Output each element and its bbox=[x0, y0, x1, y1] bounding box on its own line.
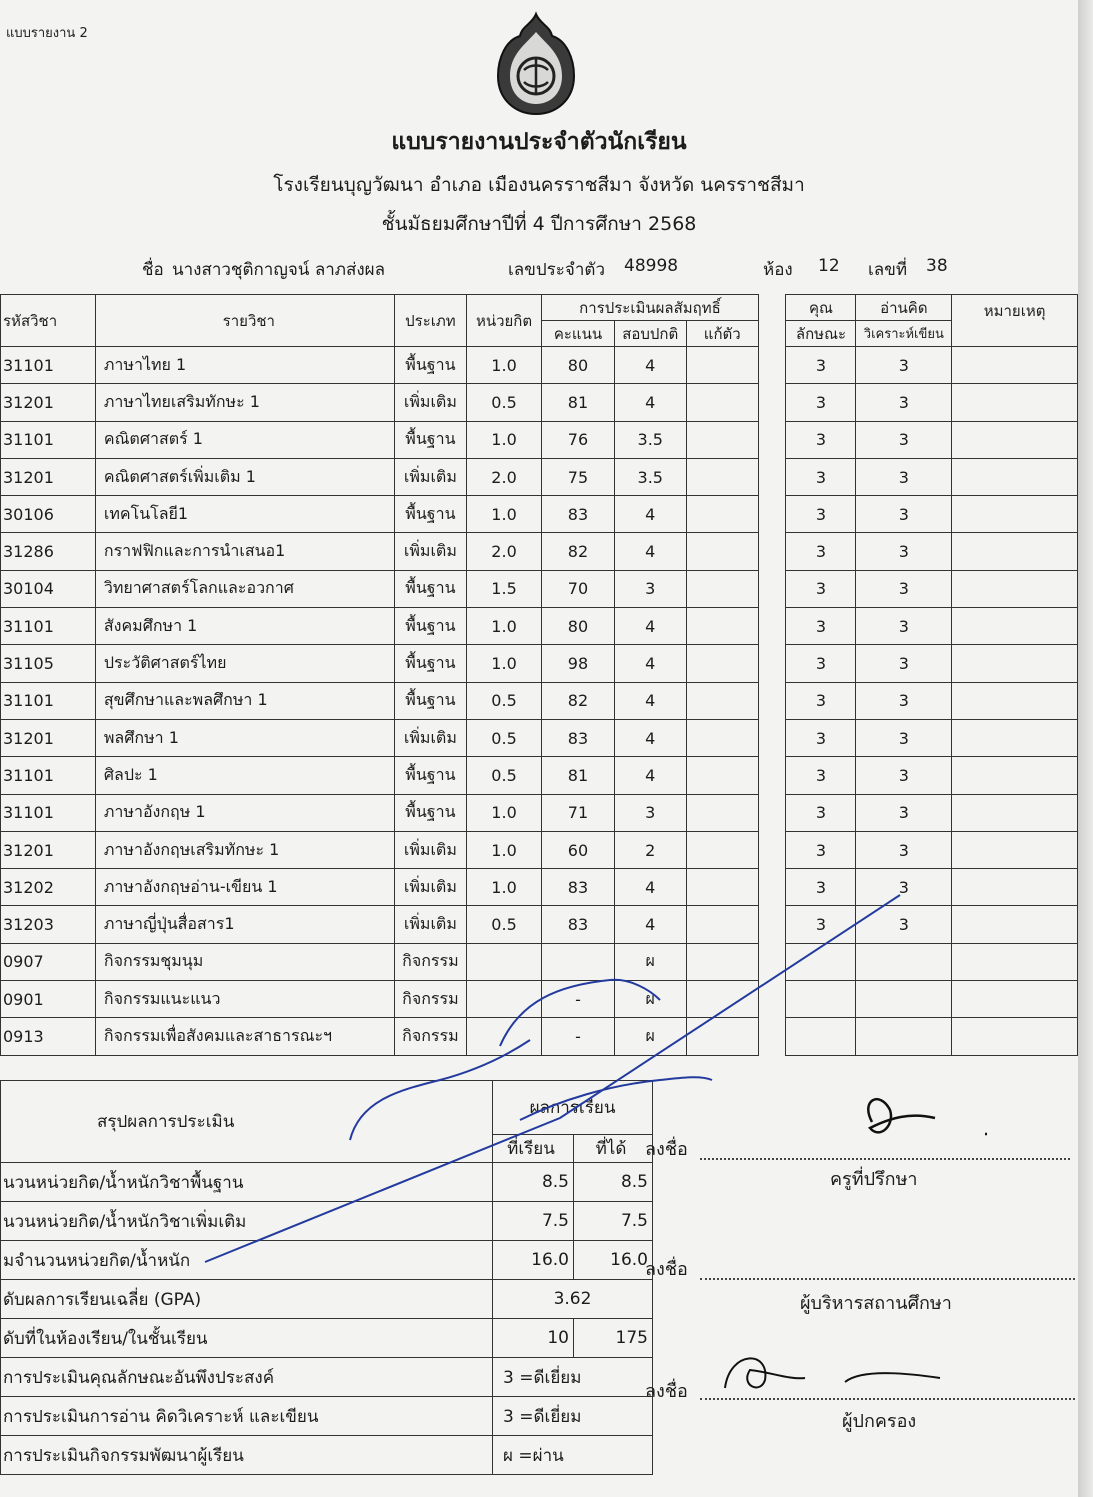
character-value: 3 bbox=[786, 347, 856, 384]
reading-value: 3 bbox=[856, 719, 952, 756]
score-value: 83 bbox=[542, 906, 615, 943]
subject-code: 31201 bbox=[1, 458, 96, 495]
rank-class: 175 bbox=[574, 1319, 653, 1358]
character-eval-result: 3 =ดีเยี่ยม bbox=[493, 1358, 653, 1397]
subject-name: เทคโนโลยี1 bbox=[95, 496, 394, 533]
summary-row-earned: 16.0 bbox=[574, 1241, 653, 1280]
subject-code: 31105 bbox=[1, 645, 96, 682]
grade-value: 4 bbox=[614, 719, 686, 756]
header-character-1: คุณ bbox=[786, 295, 856, 321]
score-value: 71 bbox=[542, 794, 615, 831]
reading-value: 3 bbox=[856, 869, 952, 906]
room-number: 12 bbox=[818, 256, 840, 276]
signature-role-parent: ผู้ปกครอง bbox=[842, 1411, 917, 1432]
reading-value: 3 bbox=[856, 757, 952, 794]
subject-type: พื้นฐาน bbox=[394, 421, 466, 458]
subject-type: พื้นฐาน bbox=[394, 682, 466, 719]
character-value: 3 bbox=[786, 533, 856, 570]
reading-value: 3 bbox=[856, 458, 952, 495]
character-value: 3 bbox=[786, 869, 856, 906]
grade-value: ผ bbox=[614, 1018, 686, 1055]
summary-col-earned: ที่ได้ bbox=[574, 1135, 653, 1163]
subject-type: พื้นฐาน bbox=[394, 757, 466, 794]
grade-value: 3 bbox=[614, 794, 686, 831]
student-name-label: ชื่อ bbox=[142, 260, 164, 280]
score-value: 81 bbox=[542, 384, 615, 421]
character-value: 3 bbox=[786, 458, 856, 495]
score-value: 98 bbox=[542, 645, 615, 682]
credit-value: 1.0 bbox=[467, 645, 542, 682]
subject-code: 0907 bbox=[1, 943, 96, 980]
subject-name: ศิลปะ 1 bbox=[95, 757, 394, 794]
credit-value: 0.5 bbox=[467, 719, 542, 756]
grade-value: 4 bbox=[614, 682, 686, 719]
school-line: โรงเรียนบุญวัฒนา อำเภอ เมืองนครราชสีมา จังหวัด นครราชสีมา bbox=[273, 174, 805, 196]
credit-value: 2.0 bbox=[467, 458, 542, 495]
character-value: 3 bbox=[786, 719, 856, 756]
grade-value: 4 bbox=[614, 869, 686, 906]
score-value: 81 bbox=[542, 757, 615, 794]
room-label: ห้อง bbox=[763, 260, 793, 280]
subject-type: กิจกรรม bbox=[394, 943, 466, 980]
summary-row-earned: 7.5 bbox=[574, 1202, 653, 1241]
score-value: 80 bbox=[542, 608, 615, 645]
header-score: คะแนน bbox=[542, 321, 615, 347]
score-value: 83 bbox=[542, 496, 615, 533]
subject-type: เพิ่มเติม bbox=[394, 533, 466, 570]
subject-type: เพิ่มเติม bbox=[394, 831, 466, 868]
header-character-2: ลักษณะ bbox=[786, 321, 856, 347]
grade-value: ผ bbox=[614, 943, 686, 980]
header-normal-exam: สอบปกติ bbox=[614, 321, 686, 347]
reading-value: 3 bbox=[856, 384, 952, 421]
subject-name: ภาษาอังกฤษ 1 bbox=[95, 794, 394, 831]
credit-value: 1.0 bbox=[467, 496, 542, 533]
grade-value: 3.5 bbox=[614, 421, 686, 458]
header-type: ประเภท bbox=[394, 295, 466, 347]
subject-name: ภาษาญี่ปุ่นสื่อสาร1 bbox=[95, 906, 394, 943]
signature-label-parent: ลงชื่อ bbox=[645, 1381, 688, 1402]
score-value: - bbox=[542, 1018, 615, 1055]
credit-value: 0.5 bbox=[467, 906, 542, 943]
subject-type: เพิ่มเติม bbox=[394, 719, 466, 756]
subject-name: กิจกรรมชุมนุม bbox=[95, 943, 394, 980]
grade-value: 4 bbox=[614, 906, 686, 943]
seat-number-label: เลขที่ bbox=[868, 260, 908, 280]
subject-name: กราฟฟิกและการนำเสนอ1 bbox=[95, 533, 394, 570]
score-value: 83 bbox=[542, 869, 615, 906]
reading-value: 3 bbox=[856, 347, 952, 384]
student-signature-scribble bbox=[350, 980, 712, 1140]
subject-type: พื้นฐาน bbox=[394, 794, 466, 831]
subject-name: ประวัติศาสตร์ไทย bbox=[95, 645, 394, 682]
subject-name: คณิตศาสตร์ 1 bbox=[95, 421, 394, 458]
subject-type: เพิ่มเติม bbox=[394, 906, 466, 943]
subject-type: เพิ่มเติม bbox=[394, 458, 466, 495]
character-value: 3 bbox=[786, 645, 856, 682]
summary-row-registered: 7.5 bbox=[493, 1202, 574, 1241]
pen-strike-line bbox=[205, 895, 900, 1262]
subject-name: ภาษาอังกฤษเสริมทักษะ 1 bbox=[95, 831, 394, 868]
character-value: 3 bbox=[786, 757, 856, 794]
header-code: รหัสวิชา bbox=[1, 295, 96, 347]
grade-value: 4 bbox=[614, 533, 686, 570]
subject-code: 0901 bbox=[1, 981, 96, 1018]
reading-value: 3 bbox=[856, 645, 952, 682]
score-value: 76 bbox=[542, 421, 615, 458]
signature-role-director: ผู้บริหารสถานศึกษา bbox=[800, 1293, 952, 1314]
character-value: 3 bbox=[786, 794, 856, 831]
summary-row-earned: 8.5 bbox=[574, 1163, 653, 1202]
subject-name: ภาษาไทยเสริมทักษะ 1 bbox=[95, 384, 394, 421]
credit-value: 0.5 bbox=[467, 757, 542, 794]
subject-type: เพิ่มเติม bbox=[394, 869, 466, 906]
header-remark: หมายเหตุ bbox=[952, 295, 1078, 347]
form-label: แบบรายงาน 2 bbox=[6, 26, 88, 41]
subject-type: เพิ่มเติม bbox=[394, 384, 466, 421]
score-value: 80 bbox=[542, 347, 615, 384]
reading-value: 3 bbox=[856, 682, 952, 719]
summary-result-header: ผลการเรียน bbox=[493, 1081, 653, 1135]
subject-name: กิจกรรมแนะแนว bbox=[95, 981, 394, 1018]
subject-type: พื้นฐาน bbox=[394, 570, 466, 607]
grade-value: 3 bbox=[614, 570, 686, 607]
reading-value: 3 bbox=[856, 570, 952, 607]
reading-value: 3 bbox=[856, 794, 952, 831]
subject-name: ภาษาไทย 1 bbox=[95, 347, 394, 384]
grade-value: 4 bbox=[614, 496, 686, 533]
subject-type: พื้นฐาน bbox=[394, 608, 466, 645]
header-reading-1: อ่านคิด bbox=[856, 295, 952, 321]
character-value: 3 bbox=[786, 831, 856, 868]
parent-signature-icon bbox=[725, 1358, 940, 1388]
reading-value: 3 bbox=[856, 421, 952, 458]
subject-code: 31203 bbox=[1, 906, 96, 943]
credit-value: 0.5 bbox=[467, 682, 542, 719]
credit-value: 1.0 bbox=[467, 794, 542, 831]
advisor-signature-icon bbox=[868, 1099, 987, 1134]
subject-type: พื้นฐาน bbox=[394, 347, 466, 384]
subject-name: สังคมศึกษา 1 bbox=[95, 608, 394, 645]
rank-room: 10 bbox=[493, 1319, 574, 1358]
subject-code: 31101 bbox=[1, 757, 96, 794]
grade-value: 4 bbox=[614, 347, 686, 384]
summary-row-registered: 16.0 bbox=[493, 1241, 574, 1280]
subject-code: 31202 bbox=[1, 869, 96, 906]
subject-code: 31286 bbox=[1, 533, 96, 570]
grade-value: 4 bbox=[614, 384, 686, 421]
summary-row-registered: 8.5 bbox=[493, 1163, 574, 1202]
summary-title: สรุปผลการประเมิน bbox=[1, 1081, 493, 1163]
student-id-label: เลขประจำตัว bbox=[508, 260, 605, 280]
subject-type: กิจกรรม bbox=[394, 1018, 466, 1055]
subject-type: พื้นฐาน bbox=[394, 645, 466, 682]
reading-eval-result: 3 =ดีเยี่ยม bbox=[493, 1397, 653, 1436]
subject-type: พื้นฐาน bbox=[394, 496, 466, 533]
character-value: 3 bbox=[786, 570, 856, 607]
character-value: 3 bbox=[786, 421, 856, 458]
subject-name: วิทยาศาสตร์โลกและอวกาศ bbox=[95, 570, 394, 607]
grade-value: 4 bbox=[614, 645, 686, 682]
character-eval-label: การประเมินคุณลักษณะอันพึงประสงค์ bbox=[1, 1358, 493, 1397]
subject-code: 31101 bbox=[1, 608, 96, 645]
subject-name: ภาษาอังกฤษอ่าน-เขียน 1 bbox=[95, 869, 394, 906]
subject-code: 31101 bbox=[1, 347, 96, 384]
character-value: 3 bbox=[786, 496, 856, 533]
credit-value: 1.0 bbox=[467, 421, 542, 458]
character-value: 3 bbox=[786, 384, 856, 421]
reading-value: 3 bbox=[856, 496, 952, 533]
credit-value: 1.5 bbox=[467, 570, 542, 607]
credit-value: 1.0 bbox=[467, 831, 542, 868]
signature-role-advisor: ครูที่ปรึกษา bbox=[830, 1169, 918, 1190]
subject-name: สุขศึกษาและพลศึกษา 1 bbox=[95, 682, 394, 719]
credit-value: 1.0 bbox=[467, 347, 542, 384]
credit-value: 1.0 bbox=[467, 869, 542, 906]
score-value: 60 bbox=[542, 831, 615, 868]
summary-row-label: นวนหน่วยกิต/น้ำหนักวิชาเพิ่มเติม bbox=[1, 1202, 493, 1241]
gpa-label: ดับผลการเรียนเฉลี่ย (GPA) bbox=[1, 1280, 493, 1319]
subject-name: กิจกรรมเพื่อสังคมและสาธารณะฯ bbox=[95, 1018, 394, 1055]
reading-value: 3 bbox=[856, 906, 952, 943]
subject-code: 31201 bbox=[1, 719, 96, 756]
gpa-value: 3.62 bbox=[493, 1280, 653, 1319]
header-assessment: การประเมินผลสัมฤทธิ์ bbox=[542, 295, 759, 321]
score-value: 70 bbox=[542, 570, 615, 607]
score-value: 83 bbox=[542, 719, 615, 756]
reading-value: 3 bbox=[856, 533, 952, 570]
subject-code: 31201 bbox=[1, 831, 96, 868]
reading-value: 3 bbox=[856, 831, 952, 868]
activity-eval-label: การประเมินกิจกรรมพัฒนาผู้เรียน bbox=[1, 1436, 493, 1475]
subject-code: 31101 bbox=[1, 682, 96, 719]
subject-code: 30104 bbox=[1, 570, 96, 607]
score-value: 75 bbox=[542, 458, 615, 495]
grade-value: 4 bbox=[614, 757, 686, 794]
student-id: 48998 bbox=[624, 256, 679, 276]
credit-value: 1.0 bbox=[467, 608, 542, 645]
report-title: แบบรายงานประจำตัวนักเรียน bbox=[391, 129, 687, 155]
header-reading-2: วิเคราะห์เขียน bbox=[856, 321, 952, 347]
grade-value: 2 bbox=[614, 831, 686, 868]
subject-name: คณิตศาสตร์เพิ่มเติม 1 bbox=[95, 458, 394, 495]
seat-number: 38 bbox=[926, 256, 948, 276]
background-edge bbox=[1078, 0, 1093, 1497]
grade-value: ผ bbox=[614, 981, 686, 1018]
subject-name: พลศึกษา 1 bbox=[95, 719, 394, 756]
subject-code: 30106 bbox=[1, 496, 96, 533]
header-subject: รายวิชา bbox=[95, 295, 394, 347]
character-value: 3 bbox=[786, 608, 856, 645]
summary-row-label: นวนหน่วยกิต/น้ำหนักวิชาพื้นฐาน bbox=[1, 1163, 493, 1202]
subject-code: 0913 bbox=[1, 1018, 96, 1055]
rank-label: ดับที่ในห้องเรียน/ในชั้นเรียน bbox=[1, 1319, 493, 1358]
subject-code: 31101 bbox=[1, 421, 96, 458]
score-value: 82 bbox=[542, 682, 615, 719]
reading-value: 3 bbox=[856, 608, 952, 645]
signature-label-director: ลงชื่อ bbox=[645, 1259, 688, 1280]
subject-code: 31201 bbox=[1, 384, 96, 421]
grade-line: ชั้นมัธยมศึกษาปีที่ 4 ปีการศึกษา 2568 bbox=[381, 213, 697, 235]
signature-label-advisor: ลงชื่อ bbox=[645, 1139, 688, 1160]
header-remedial: แก้ตัว bbox=[686, 321, 758, 347]
score-value: 82 bbox=[542, 533, 615, 570]
credit-value: 2.0 bbox=[467, 533, 542, 570]
reading-eval-label: การประเมินการอ่าน คิดวิเคราะห์ และเขียน bbox=[1, 1397, 493, 1436]
student-name: นางสาวชุติกาญจน์ ลาภส่งผล bbox=[172, 260, 386, 280]
subject-code: 31101 bbox=[1, 794, 96, 831]
score-value: - bbox=[542, 981, 615, 1018]
summary-col-registered: ที่เรียน bbox=[493, 1135, 574, 1163]
activity-eval-result: ผ =ผ่าน bbox=[493, 1436, 653, 1475]
header-credit: หน่วยกิต bbox=[467, 295, 542, 347]
character-value: 3 bbox=[786, 906, 856, 943]
character-value: 3 bbox=[786, 682, 856, 719]
grade-value: 3.5 bbox=[614, 458, 686, 495]
summary-row-label: มจำนวนหน่วยกิต/น้ำหนัก bbox=[1, 1241, 493, 1280]
grade-value: 4 bbox=[614, 608, 686, 645]
credit-value: 0.5 bbox=[467, 384, 542, 421]
subject-type: กิจกรรม bbox=[394, 981, 466, 1018]
